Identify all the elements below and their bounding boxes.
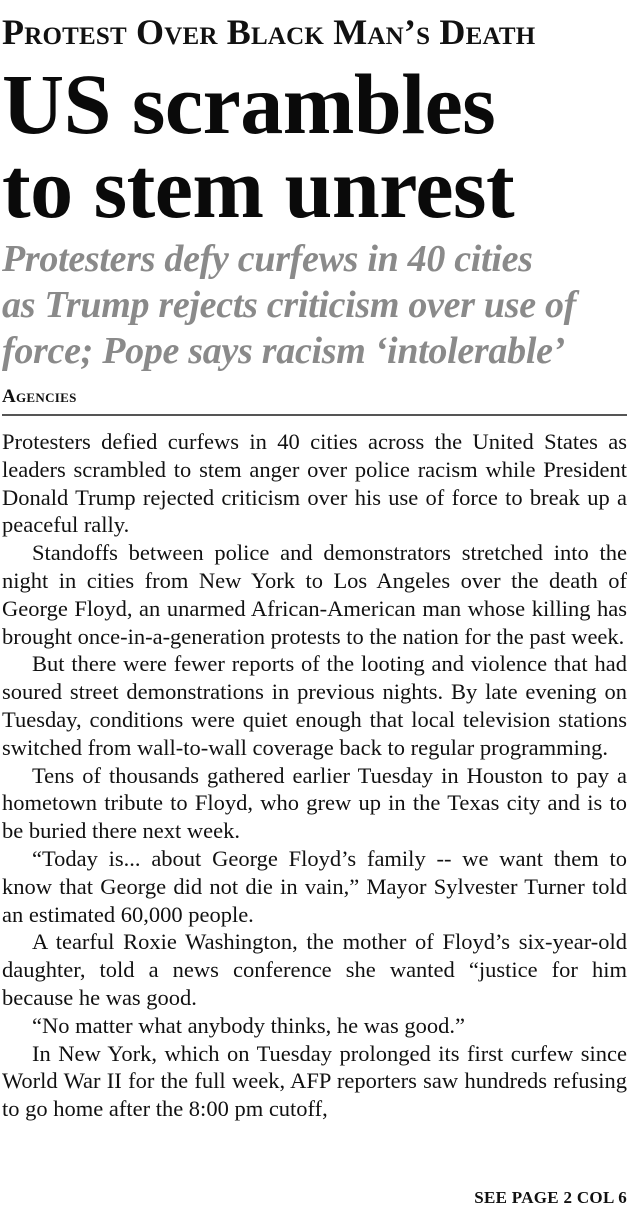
headline-line-1: US scrambles [2, 56, 496, 152]
deck-line-3: force; Pope says racism ‘intolerable’ [2, 330, 566, 372]
byline: Agencies [2, 386, 77, 407]
paragraph-5: “Today is... about George Floyd’s family -- we want them to know that George did not die in vain,” Mayor Sylvester Turner told an estimated 60,000 people. [2, 845, 627, 927]
kicker: Protest Over Black Man’s Death [2, 12, 536, 52]
article-body [2, 428, 627, 1123]
paragraph-1: Protesters defied curfews in 40 cities across the United States as leaders scrambled to stem anger over police racism while President Donald Trump rejected criticism over his use of force to break up a peaceful rally. [2, 429, 627, 538]
paragraph-7: “No matter what anybody thinks, he was good.” [32, 1012, 466, 1038]
paragraph-2: Standoffs between police and demonstrators stretched into the night in cities from New York to Los Angeles over the death of George Floyd, an unarmed African-American man whose killing has brought once-in-a-generation protests to the nation for the past week. [2, 540, 627, 649]
headline [2, 56, 627, 236]
deck-line-1: Protesters defy curfews in 40 cities [2, 238, 533, 280]
paragraph-3: But there were fewer reports of the looting and violence that had soured street demonstrations in previous nights. By late evening on Tuesday, conditions were quiet enough that local television stations switched from wall-to-wall coverage back to regular programming. [2, 651, 627, 760]
headline-line-2: to stem unrest [2, 140, 515, 236]
byline-divider [2, 414, 627, 416]
paragraph-4: Tens of thousands gathered earlier Tuesday in Houston to pay a hometown tribute to Floyd, who grew up in the Texas city and is to be buried there next week. [2, 762, 627, 844]
paragraph-8: In New York, which on Tuesday prolonged its first curfew since World War II for the full week, AFP reporters saw hundreds refusing to go home after the 8:00 pm cutoff, [2, 1040, 627, 1122]
continued-jump-line: SEE PAGE 2 COL 6 [474, 1188, 627, 1207]
deck-line-2: as Trump rejects criticism over use of [2, 284, 577, 326]
paragraph-6: A tearful Roxie Washington, the mother of Floyd’s six-year-old daughter, told a news conference she wanted “justice for him because he was good. [2, 929, 627, 1010]
deck [2, 236, 627, 374]
